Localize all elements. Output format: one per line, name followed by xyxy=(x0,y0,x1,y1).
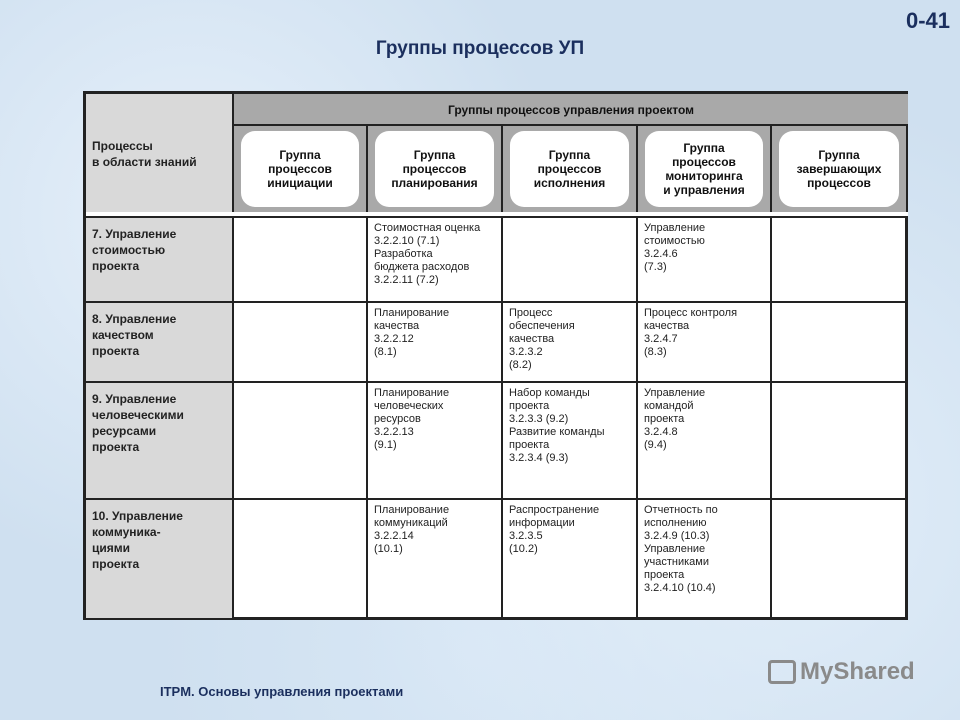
group-header-label: Группа процессов инициации xyxy=(241,131,359,207)
group-header xyxy=(772,126,908,212)
process-groups-table xyxy=(83,91,908,620)
group-header-label: Группа завершающих процессов xyxy=(779,131,899,207)
table-cell xyxy=(772,500,908,620)
group-header xyxy=(234,126,368,212)
table-cell: Распространение информации 3.2.3.5 (10.2) xyxy=(503,500,638,620)
table-cell xyxy=(503,218,638,303)
table-cell xyxy=(234,500,368,620)
table-cell xyxy=(772,218,908,303)
table-cell xyxy=(234,303,368,383)
corner-header: Процессы в области знаний xyxy=(86,94,234,218)
slide-title: Группы процессов УП xyxy=(375,38,585,59)
band-header: Группы процессов управления проектом xyxy=(234,94,908,126)
slide-number: 0-41 xyxy=(905,8,950,33)
table-cell: Управление командой проекта 3.2.4.8 (9.4) xyxy=(638,383,772,500)
table-cell: Управление стоимостью 3.2.4.6 (7.3) xyxy=(638,218,772,303)
group-header xyxy=(503,126,638,212)
table-cell: Процесс контроля качества 3.2.4.7 (8.3) xyxy=(638,303,772,383)
table-cell: Планирование качества 3.2.2.12 (8.1) xyxy=(368,303,503,383)
table-cell: Отчетность по исполнению 3.2.4.9 (10.3) Управление участниками проекта 3.2.4.10 (10.4) xyxy=(638,500,772,620)
row-header: 10. Управление коммуника- циями проекта xyxy=(86,500,234,620)
group-header xyxy=(368,126,503,212)
table-cell: Планирование человеческих ресурсов 3.2.2.13 (9.1) xyxy=(368,383,503,500)
row-header: 7. Управление стоимостью проекта xyxy=(86,218,234,303)
group-header-label: Группа процессов планирования xyxy=(375,131,494,207)
table-cell xyxy=(772,383,908,500)
row-header: 8. Управление качеством проекта xyxy=(86,303,234,383)
table-cell: Стоимостная оценка 3.2.2.10 (7.1) Разработка бюджета расходов 3.2.2.11 (7.2) xyxy=(368,218,503,303)
table-cell: Процесс обеспечения качества 3.2.3.2 (8.2) xyxy=(503,303,638,383)
myshared-logo xyxy=(768,658,915,686)
group-header-label: Группа процессов исполнения xyxy=(510,131,629,207)
logo-icon xyxy=(768,660,796,684)
row-header: 9. Управление человеческими ресурсами проекта xyxy=(86,383,234,500)
group-header-label: Группа процессов мониторинга и управления xyxy=(645,131,763,207)
group-header xyxy=(638,126,772,212)
table-cell: Набор команды проекта 3.2.3.3 (9.2) Развитие команды проекта 3.2.3.4 (9.3) xyxy=(503,383,638,500)
footer-text: ITPM. Основы управления проектами xyxy=(160,684,404,699)
table-cell xyxy=(234,218,368,303)
logo-text: MyShared xyxy=(800,658,915,685)
table-cell: Планирование коммуникаций 3.2.2.14 (10.1) xyxy=(368,500,503,620)
table-cell xyxy=(772,303,908,383)
table-cell xyxy=(234,383,368,500)
